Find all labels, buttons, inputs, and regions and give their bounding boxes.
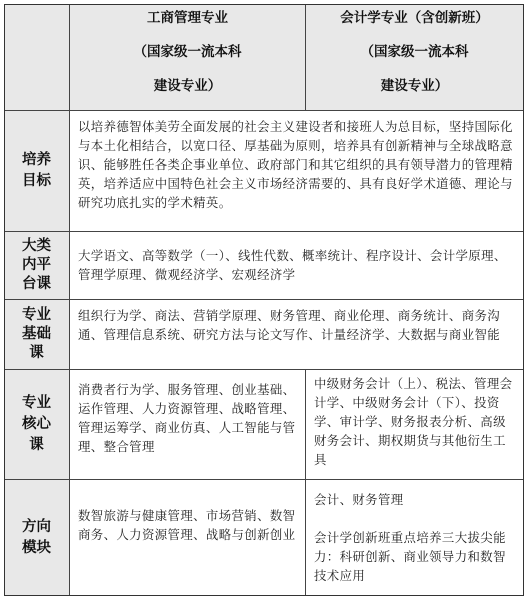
row-label-foundation-courses: 专业 基础 课 — [4, 300, 70, 370]
row-label-core-courses: 专业 核心 课 — [4, 370, 70, 480]
core-courses-accounting: 中级财务会计（上）、税法、管理会计学、中级财务会计（下）、投资学、审计学、财务报表分析、高级财务会计、期权期货与其他衍生工具 — [306, 370, 524, 480]
foundation-courses-text: 组织行为学、商法、营销学原理、财务管理、商业伦理、商务统计、商务沟通、管理信息系统、研究方法与论文写作、计量经济学、大数据与商业智能 — [70, 300, 524, 370]
training-goal-text: 以培养德智体美劳全面发展的社会主义建设者和接班人为总目标，坚持国际化与本土化相结合，以宽口径、厚基础为原则，培养具有创新精神与全球战略意识、能够胜任各类企事业单位、政府部门和其它组织的具有领导潜力的管理精英，培养适应中国特色社会主义市场经济需要的、具有良好学术道德、理论与研究功底扎实的学术精英。 — [70, 111, 524, 232]
row-label-platform-courses: 大类 内平 台课 — [4, 232, 70, 300]
header-corner-cell — [4, 4, 70, 111]
header-accounting: 会计学专业（含创新班） （国家级一流本科 建设专业） — [306, 4, 524, 111]
header-business-admin: 工商管理专业 （国家级一流本科 建设专业） — [70, 4, 306, 111]
row-label-direction-modules: 方向 模块 — [4, 480, 70, 596]
core-courses-business-admin: 消费者行为学、服务管理、创业基础、运作管理、人力资源管理、战略管理、管理运筹学、商业仿真、人工智能与管理、整合管理 — [70, 370, 306, 480]
platform-courses-text: 大学语文、高等数学（一）、线性代数、概率统计、程序设计、会计学原理、管理学原理、微观经济学、宏观经济学 — [70, 232, 524, 300]
row-label-training-goal: 培养 目标 — [4, 111, 70, 232]
curriculum-table — [4, 4, 524, 596]
direction-modules-accounting: 会计、财务管理 会计学创新班重点培养三大拔尖能力：科研创新、商业领导力和数智技术应用 — [306, 480, 524, 596]
direction-modules-business-admin: 数智旅游与健康管理、市场营销、数智商务、人力资源管理、战略与创新创业 — [70, 480, 306, 596]
